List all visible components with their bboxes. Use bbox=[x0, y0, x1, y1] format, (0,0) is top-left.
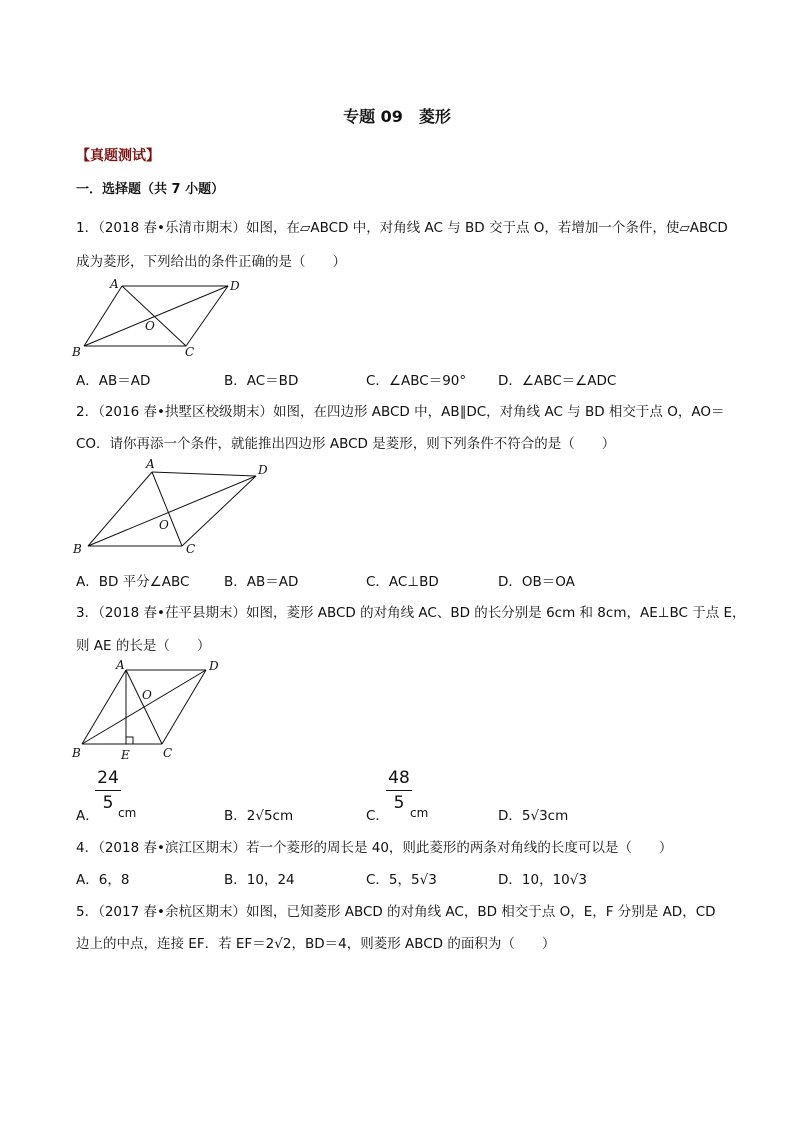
q3-option-a-denominator: 5 bbox=[102, 793, 114, 813]
q4-option-a[interactable]: A．6，8 bbox=[76, 872, 130, 888]
q3-option-d[interactable]: D．5√3cm bbox=[498, 808, 569, 824]
q3-label-a: A bbox=[116, 658, 125, 672]
q1-figure bbox=[68, 272, 268, 364]
q3-edge-dc bbox=[162, 670, 206, 744]
q1-line1: 1．（2018 春•乐清市期末）如图，在▱ABCD 中，对角线 AC 与 BD 交于点 O，若增加一个条件，使▱ABCD bbox=[76, 220, 728, 236]
q4-option-d[interactable]: D．10，10√3 bbox=[498, 872, 587, 888]
subsection-heading: 一．选择题（共 7 小题） bbox=[76, 182, 225, 197]
q2-edge-ad bbox=[152, 472, 256, 476]
q4-option-c[interactable]: C．5，5√3 bbox=[366, 872, 437, 888]
q2-line1: 2．（2016 春•拱墅区校级期末）如图，在四边形 ABCD 中，AB∥DC，对角线 AC 与 BD 相交于点 O，AO＝ bbox=[76, 404, 725, 420]
q2-figure bbox=[68, 456, 288, 560]
q1-line2: 成为菱形，下列给出的条件正确的是（ ） bbox=[76, 254, 346, 270]
q5-line1: 5．（2017 春•余杭区期末）如图，已知菱形 ABCD 的对角线 AC，BD 相交于点 O，E，F 分别是 AD，CD bbox=[76, 904, 716, 920]
q1-diagonal-ac bbox=[122, 286, 186, 346]
q3-right-angle-mark bbox=[126, 737, 133, 744]
q1-option-a[interactable]: A．AB＝AD bbox=[76, 373, 151, 389]
q1-label-o: O bbox=[145, 319, 155, 333]
q3-option-c-fraction bbox=[386, 768, 412, 813]
q2-option-b[interactable]: B．AB＝AD bbox=[224, 574, 299, 590]
q3-edge-ba bbox=[82, 670, 126, 744]
q2-line2: CO．请你再添一个条件，就能推出四边形 ABCD 是菱形，则下列条件不符合的是（ ） bbox=[76, 436, 616, 452]
q3-label-e: E bbox=[121, 748, 130, 762]
q2-diagonal-bd bbox=[88, 476, 256, 546]
q3-option-a-prefix[interactable]: A． bbox=[76, 808, 99, 824]
page-title: 专题 09 菱形 bbox=[343, 107, 451, 126]
q3-option-c-numerator: 48 bbox=[388, 768, 410, 788]
q1-label-b: B bbox=[72, 345, 81, 359]
q1-option-d[interactable]: D．∠ABC＝∠ADC bbox=[498, 373, 617, 389]
q2-label-d: D bbox=[258, 463, 268, 477]
q2-label-o: O bbox=[159, 518, 169, 532]
q3-option-c-prefix[interactable]: C． bbox=[366, 808, 389, 824]
q3-label-d: D bbox=[209, 659, 219, 673]
section-heading: 【真题测试】 bbox=[76, 148, 160, 164]
q3-option-c-denominator: 5 bbox=[393, 793, 405, 813]
q2-option-d[interactable]: D．OB＝OA bbox=[498, 574, 575, 590]
q5-line2: 边上的中点，连接 EF．若 EF＝2√2，BD＝4，则菱形 ABCD 的面积为（ ） bbox=[76, 936, 556, 952]
fraction-bar bbox=[95, 790, 121, 791]
q2-edge-ba bbox=[88, 472, 152, 546]
q3-label-b: B bbox=[72, 746, 81, 760]
q2-label-b: B bbox=[73, 542, 82, 556]
q3-label-c: C bbox=[163, 746, 173, 760]
q3-line2: 则 AE 的长是（ ） bbox=[76, 638, 211, 654]
q1-label-c: C bbox=[185, 345, 195, 359]
q3-label-o: O bbox=[142, 688, 152, 702]
q1-label-d: D bbox=[230, 279, 240, 293]
q2-option-c[interactable]: C．AC⊥BD bbox=[366, 574, 439, 590]
q1-option-c[interactable]: C．∠ABC＝90° bbox=[366, 373, 467, 389]
fraction-bar bbox=[386, 790, 412, 791]
q3-option-a-unit: cm bbox=[118, 806, 137, 820]
q3-line1: 3．（2018 春•茌平县期末）如图，菱形 ABCD 的对角线 AC、BD 的长分别是 6cm 和 8cm，AE⊥BC 于点 E， bbox=[76, 605, 746, 621]
q3-option-c-unit: cm bbox=[410, 806, 429, 820]
q3-option-a-numerator: 24 bbox=[97, 768, 119, 788]
q1-option-b[interactable]: B．AC＝BD bbox=[224, 373, 299, 389]
q2-label-c: C bbox=[186, 542, 196, 556]
q1-label-a: A bbox=[110, 277, 119, 291]
q4-line1: 4．（2018 春•滨江区期末）若一个菱形的周长是 40，则此菱形的两条对角线的长度可以是（ ） bbox=[76, 840, 673, 856]
q3-figure bbox=[68, 656, 238, 764]
q2-option-a[interactable]: A．BD 平分∠ABC bbox=[76, 574, 190, 590]
q1-edge-ba bbox=[84, 286, 122, 346]
q4-option-b[interactable]: B．10，24 bbox=[224, 872, 295, 888]
q3-option-b[interactable]: B．2√5cm bbox=[224, 808, 294, 824]
q2-edge-dc bbox=[182, 476, 256, 546]
q3-diagonal-bd bbox=[82, 670, 206, 744]
q2-label-a: A bbox=[146, 457, 155, 471]
